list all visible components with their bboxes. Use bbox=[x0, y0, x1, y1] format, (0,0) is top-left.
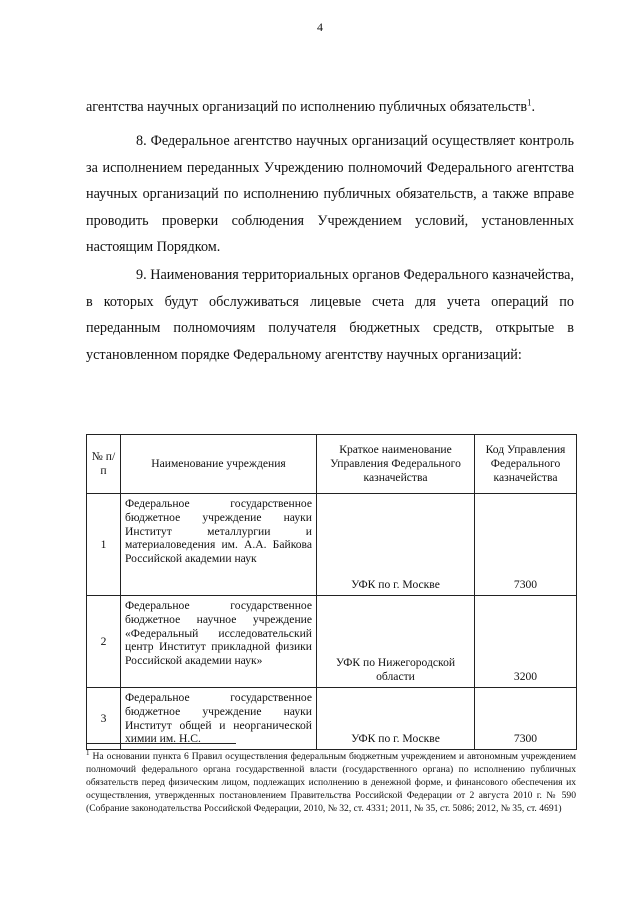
header-ufk-short-name: Краткое наименование Управления Федерального казначейства bbox=[317, 435, 475, 494]
table-row bbox=[87, 596, 577, 688]
footnote bbox=[86, 750, 576, 815]
row-number: 3 bbox=[87, 688, 121, 750]
table-row bbox=[87, 688, 577, 750]
body-text bbox=[86, 94, 574, 368]
ufk-name: УФК по г. Москве bbox=[317, 688, 475, 750]
header-ufk-code: Код Управления Федерального казначейства bbox=[475, 435, 577, 494]
footnote-reference: 1 bbox=[527, 97, 532, 108]
row-number: 1 bbox=[87, 494, 121, 596]
row-number: 2 bbox=[87, 596, 121, 688]
header-institution-name: Наименование учреждения bbox=[121, 435, 317, 494]
institution-name: Федеральное государственное бюджетное научное учреждение «Федеральный исследовательский центр Институт прикладной физики Российской академии наук» bbox=[121, 596, 317, 688]
ufk-name: УФК по Нижегородской области bbox=[317, 596, 475, 688]
footnote-text: На основании пункта 6 Правил осуществления федеральным бюджетным учреждением и автономным учреждением полномочий федерального органа государственной власти (государственного органа) по исполнению публичных обязательств перед физическим лицом, подлежащих исполнению в денежной форме, и финансового обеспечения их осуществления, утвержденных постановлением Правительства Российской Федерации от 2 августа 2010 г. № 590 (Собрание законодательства Российской Федерации, 2010, № 32, ст. 4331; 2011, № 35, ст. 5086; 2012, № 35, ст. 4691) bbox=[86, 751, 576, 814]
table-header-row bbox=[87, 435, 577, 494]
institutions-table bbox=[86, 434, 577, 750]
page-number: 4 bbox=[317, 20, 323, 34]
paragraph-8: 8. Федеральное агентство научных организаций осуществляет контроль за исполнением переданных Учреждению полномочий Федерального агентства научных организаций по исполнению публичных обязательств, а также вправе проводить проверки соблюдения Учреждением условий, установленных настоящим Порядком. bbox=[86, 133, 574, 256]
institution-name: Федеральное государственное бюджетное учреждение науки Институт общей и неорганической химии им. Н.С. bbox=[121, 688, 317, 750]
footnote-mark: 1 bbox=[86, 748, 90, 757]
paragraph-continuation-text: агентства научных организаций по исполнению публичных обязательств bbox=[86, 99, 528, 115]
ufk-name: УФК по г. Москве bbox=[317, 494, 475, 596]
footnote-separator bbox=[86, 743, 236, 744]
ufk-code: 7300 bbox=[475, 494, 577, 596]
header-number: № п/п bbox=[87, 435, 121, 494]
institution-name: Федеральное государственное бюджетное учреждение науки Институт металлургии и материаловедения им. А.А. Байкова Российской академии наук bbox=[121, 494, 317, 596]
table-row bbox=[87, 494, 577, 596]
paragraph-continuation: агентства научных организаций по исполнению публичных обязательств$^1$. bbox=[86, 97, 536, 115]
ufk-code: 3200 bbox=[475, 596, 577, 688]
ufk-code: 7300 bbox=[475, 688, 577, 750]
paragraph-9: 9. Наименования территориальных органов Федерального казначейства, в которых будут обслуживаться лицевые счета для учета операций по переданным полномочиям получателя бюджетных средств, открытые в установленном порядке Федеральному агентству научных организаций: bbox=[86, 267, 574, 363]
